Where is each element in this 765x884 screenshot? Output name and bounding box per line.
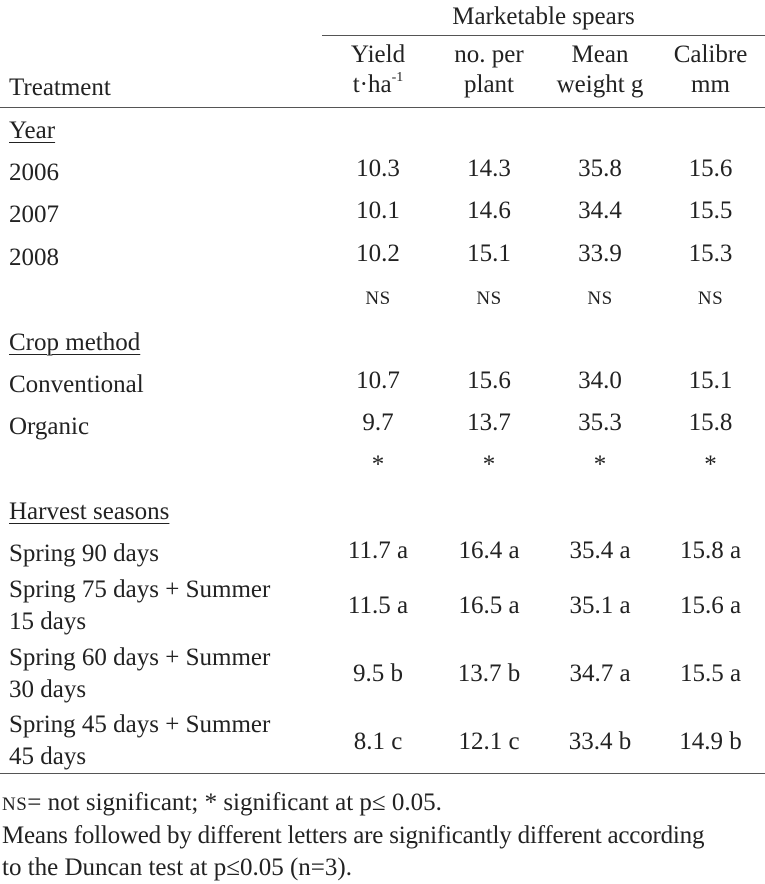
- significance-yield: *: [371, 451, 385, 478]
- footnote-ns-abbr: NS: [2, 794, 28, 815]
- row-label-line: 15 days: [9, 608, 87, 635]
- row-label-line: Spring 75 days + Summer: [9, 576, 271, 603]
- row-label: 2008: [9, 244, 59, 271]
- significance-number-per-plant: NS: [476, 288, 502, 309]
- group-title-crop-method: Crop method: [9, 329, 141, 356]
- cell-calibre: 15.6: [688, 155, 733, 182]
- cell-number-per-plant: 13.7: [467, 409, 511, 436]
- cell-yield: 11.5 a: [347, 592, 409, 619]
- cell-yield: 8.1 c: [353, 728, 403, 755]
- cell-number-per-plant: 14.6: [467, 197, 511, 224]
- column-header-number-per-plant: no. per plant: [454, 41, 524, 98]
- significance-yield: NS: [365, 288, 391, 309]
- cell-mean-weight: 33.9: [578, 240, 622, 267]
- significance-mean-weight: NS: [587, 288, 613, 309]
- footnote-significance: [2, 788, 442, 820]
- row-label-line: Spring 45 days + Summer: [9, 711, 271, 738]
- cell-yield: 9.5 b: [353, 660, 403, 687]
- bottom-rule: [0, 773, 765, 774]
- cell-calibre: 14.9 b: [679, 728, 742, 755]
- row-label: Conventional: [9, 371, 144, 398]
- cell-calibre: 15.6 a: [679, 592, 742, 619]
- cell-number-per-plant: 12.1 c: [458, 728, 520, 755]
- cell-calibre: 15.5: [688, 197, 733, 224]
- cell-number-per-plant: 16.5 a: [458, 592, 520, 619]
- significance-number-per-plant: *: [482, 451, 496, 478]
- row-label-line: 45 days: [9, 743, 87, 770]
- footnote-duncan: to the Duncan test at p≤0.05 (n=3).: [2, 854, 352, 881]
- spanning-header: Marketable spears: [452, 3, 635, 30]
- treatment-header: Treatment: [9, 74, 111, 101]
- cell-mean-weight: 35.8: [578, 155, 622, 182]
- row-label: [9, 643, 270, 705]
- cell-number-per-plant: 15.1: [467, 240, 511, 267]
- cell-yield: 10.3: [356, 155, 400, 182]
- row-label: 2006: [9, 159, 59, 186]
- row-label: Spring 90 days: [9, 540, 159, 567]
- cell-mean-weight: 35.3: [578, 409, 622, 436]
- cell-number-per-plant: 13.7 b: [457, 660, 521, 687]
- cell-calibre: 15.3: [688, 240, 733, 267]
- cell-yield: 10.7: [356, 367, 400, 394]
- row-label-line: Spring 60 days + Summer: [9, 644, 271, 671]
- cell-mean-weight: 33.4 b: [568, 728, 632, 755]
- footnote-means: Means followed by different letters are significantly different according: [2, 822, 705, 849]
- cell-calibre: 15.1: [688, 367, 733, 394]
- header-rule: [0, 107, 765, 108]
- row-label: Organic: [9, 413, 90, 440]
- column-header-calibre: Calibre mm: [673, 41, 748, 98]
- cell-yield: 10.2: [356, 240, 400, 267]
- cell-number-per-plant: 14.3: [467, 155, 511, 182]
- column-header-yield: Yield $t\cdot ha^{-1}$: [350, 41, 406, 98]
- cell-yield: 11.7 a: [347, 537, 409, 564]
- significance-calibre: *: [704, 451, 717, 478]
- group-title-year: Year: [9, 117, 56, 144]
- row-label-line: 30 days: [9, 676, 87, 703]
- cell-yield: 10.1: [356, 197, 400, 224]
- cell-mean-weight: 34.4: [578, 197, 622, 224]
- cell-calibre: 15.8: [688, 409, 733, 436]
- row-label: [9, 575, 270, 637]
- cell-mean-weight: 35.1 a: [569, 592, 631, 619]
- significance-mean-weight: *: [593, 451, 607, 478]
- cell-calibre: 15.8 a: [679, 537, 742, 564]
- cell-yield: 9.7: [362, 409, 394, 436]
- group-title-harvest-seasons: Harvest seasons: [9, 498, 170, 525]
- row-label: [9, 710, 270, 772]
- cell-mean-weight: 34.7 a: [569, 660, 631, 687]
- cell-calibre: 15.5 a: [679, 660, 742, 687]
- significance-calibre: NS: [697, 288, 724, 309]
- cell-mean-weight: 34.0: [578, 367, 622, 394]
- cell-mean-weight: 35.4 a: [569, 537, 631, 564]
- spanning-header-rule: [322, 35, 765, 36]
- column-header-mean-weight: Mean weight g: [556, 41, 644, 98]
- row-label: 2007: [9, 201, 59, 228]
- cell-number-per-plant: 16.4 a: [458, 537, 520, 564]
- footnote-ns-text: = not significant; * significant at p≤ 0.05.: [27, 789, 442, 816]
- cell-number-per-plant: 15.6: [467, 367, 511, 394]
